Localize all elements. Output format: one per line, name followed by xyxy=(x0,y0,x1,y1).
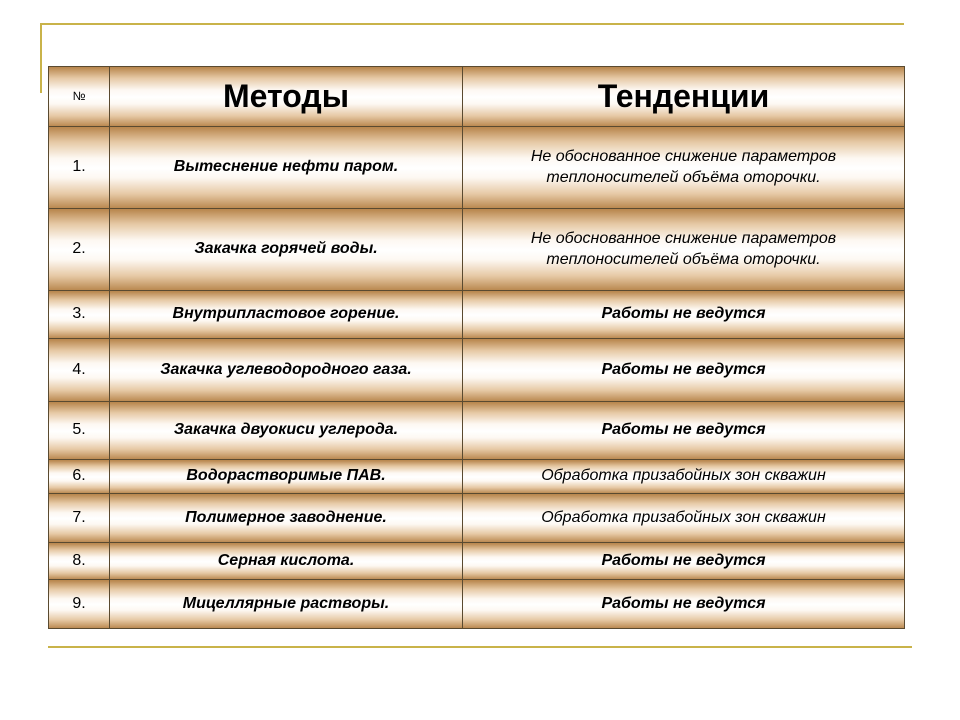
row-method: Закачка углеводородного газа. xyxy=(110,339,463,402)
row-method: Закачка горячей воды. xyxy=(110,209,463,291)
row-num: 9. xyxy=(49,580,110,629)
row-num: 8. xyxy=(49,543,110,580)
row-trend: Работы не ведутся xyxy=(463,402,905,460)
table-row xyxy=(49,543,905,580)
row-num: 7. xyxy=(49,494,110,543)
row-trend: Обработка призабойных зон скважин xyxy=(463,494,905,543)
table-row xyxy=(49,460,905,494)
row-method: Закачка двуокиси углерода. xyxy=(110,402,463,460)
row-trend: Работы не ведутся xyxy=(463,291,905,339)
row-method: Водорастворимые ПАВ. xyxy=(110,460,463,494)
row-trend: Не обоснованное снижение параметров теплоносителей объёма оторочки. xyxy=(463,209,905,291)
row-num: 3. xyxy=(49,291,110,339)
table-row xyxy=(49,291,905,339)
frame-top-line xyxy=(40,23,904,25)
row-num: 2. xyxy=(49,209,110,291)
table-row xyxy=(49,402,905,460)
row-method: Вытеснение нефти паром. xyxy=(110,127,463,209)
header-methods: Методы xyxy=(110,67,463,127)
row-method: Внутрипластовое горение. xyxy=(110,291,463,339)
row-method: Мицеллярные растворы. xyxy=(110,580,463,629)
frame-left-line xyxy=(40,23,42,93)
row-num: 1. xyxy=(49,127,110,209)
row-num: 5. xyxy=(49,402,110,460)
row-trend: Не обоснованное снижение параметров теплоносителей объёма оторочки. xyxy=(463,127,905,209)
row-method: Полимерное заводнение. xyxy=(110,494,463,543)
table-row xyxy=(49,580,905,629)
row-num: 6. xyxy=(49,460,110,494)
methods-table xyxy=(48,66,905,629)
header-trends: Тенденции xyxy=(463,67,905,127)
table-row xyxy=(49,127,905,209)
table-row xyxy=(49,339,905,402)
row-num: 4. xyxy=(49,339,110,402)
row-trend: Обработка призабойных зон скважин xyxy=(463,460,905,494)
row-trend: Работы не ведутся xyxy=(463,339,905,402)
row-method: Серная кислота. xyxy=(110,543,463,580)
header-num: № xyxy=(49,67,110,127)
table-header-row xyxy=(49,67,905,127)
table-row xyxy=(49,494,905,543)
frame-bottom-line xyxy=(48,646,912,648)
row-trend: Работы не ведутся xyxy=(463,580,905,629)
row-trend: Работы не ведутся xyxy=(463,543,905,580)
table-row xyxy=(49,209,905,291)
